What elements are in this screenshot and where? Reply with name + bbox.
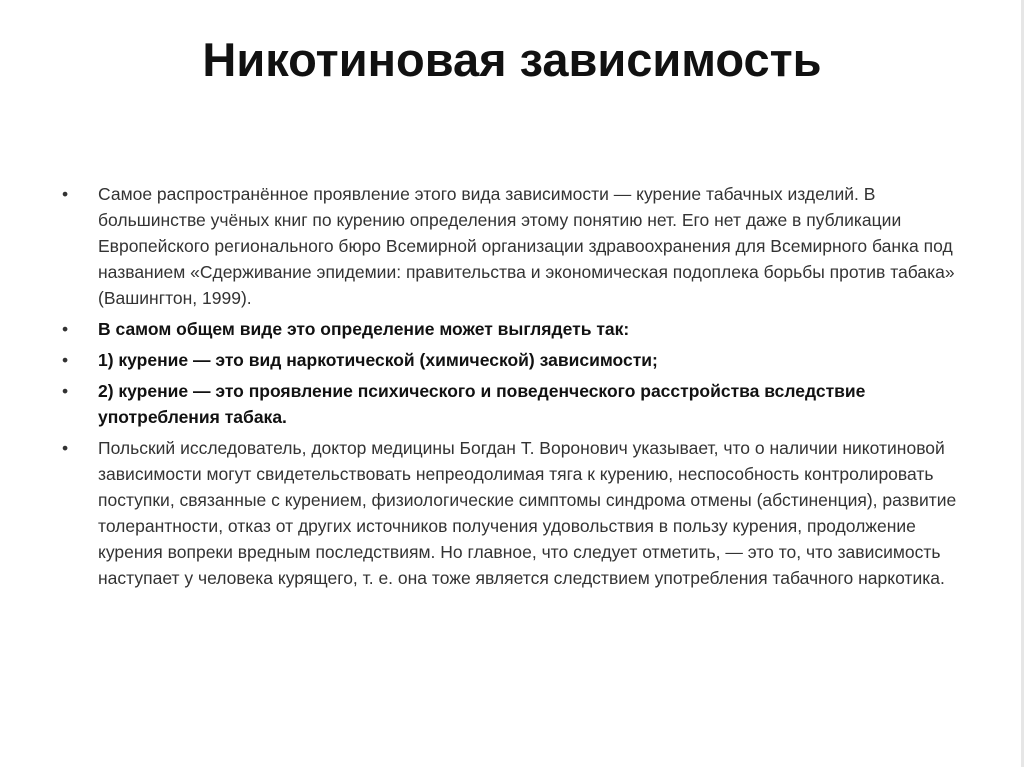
bullet-icon: • [62, 350, 69, 370]
bullet-list [62, 181, 982, 596]
bullet-icon: • [62, 438, 69, 458]
bullet-text: 1) курение — это вид наркотической (химической) зависимости; [98, 350, 658, 370]
bullet-text: Польский исследователь, доктор медицины Богдан Т. Воронович указывает, что о наличии никотиновой зависимости могут свидетельствовать непреодолимая тяга к курению, неспособность контролировать поступки, связанные с курением, физиологические симптомы синдрома отмены (абстиненция), развитие толерантности, отказ от других источников получения удовольствия в пользу курения, продолжение курения вопреки вредным последствиям. Но главное, что следует отметить, — это то, что зависимость наступает у человека курящего, т. е. она тоже является следствием употребления табачного наркотика. [98, 438, 957, 588]
bullet-icon: • [62, 184, 69, 204]
bullet-item-1 [62, 181, 982, 311]
bullet-text: В самом общем виде это определение может выглядеть так: [98, 319, 630, 339]
bullet-item-2 [62, 316, 982, 342]
bullet-text: 2) курение — это проявление психического и поведенческого расстройства вследствие употребления табака. [98, 381, 866, 427]
bullet-item-5 [62, 435, 982, 591]
bullet-item-3 [62, 347, 982, 373]
slide-title: Никотиновая зависимость [202, 33, 822, 86]
bullet-icon: • [62, 381, 69, 401]
bullet-icon: • [62, 319, 69, 339]
bullet-item-4 [62, 378, 982, 430]
bullet-text: Самое распространённое проявление этого вида зависимости — курение табачных изделий. В большинстве учёных книг по курению определения этому понятию нет. Его нет даже в публикации Европейского регионального бюро Всемирной организации здравоохранения для Всемирного банка под названием «Сдерживание эпидемии: правительства и экономическая подоплека борьбы против табака» (Вашингтон, 1999). [98, 184, 955, 308]
